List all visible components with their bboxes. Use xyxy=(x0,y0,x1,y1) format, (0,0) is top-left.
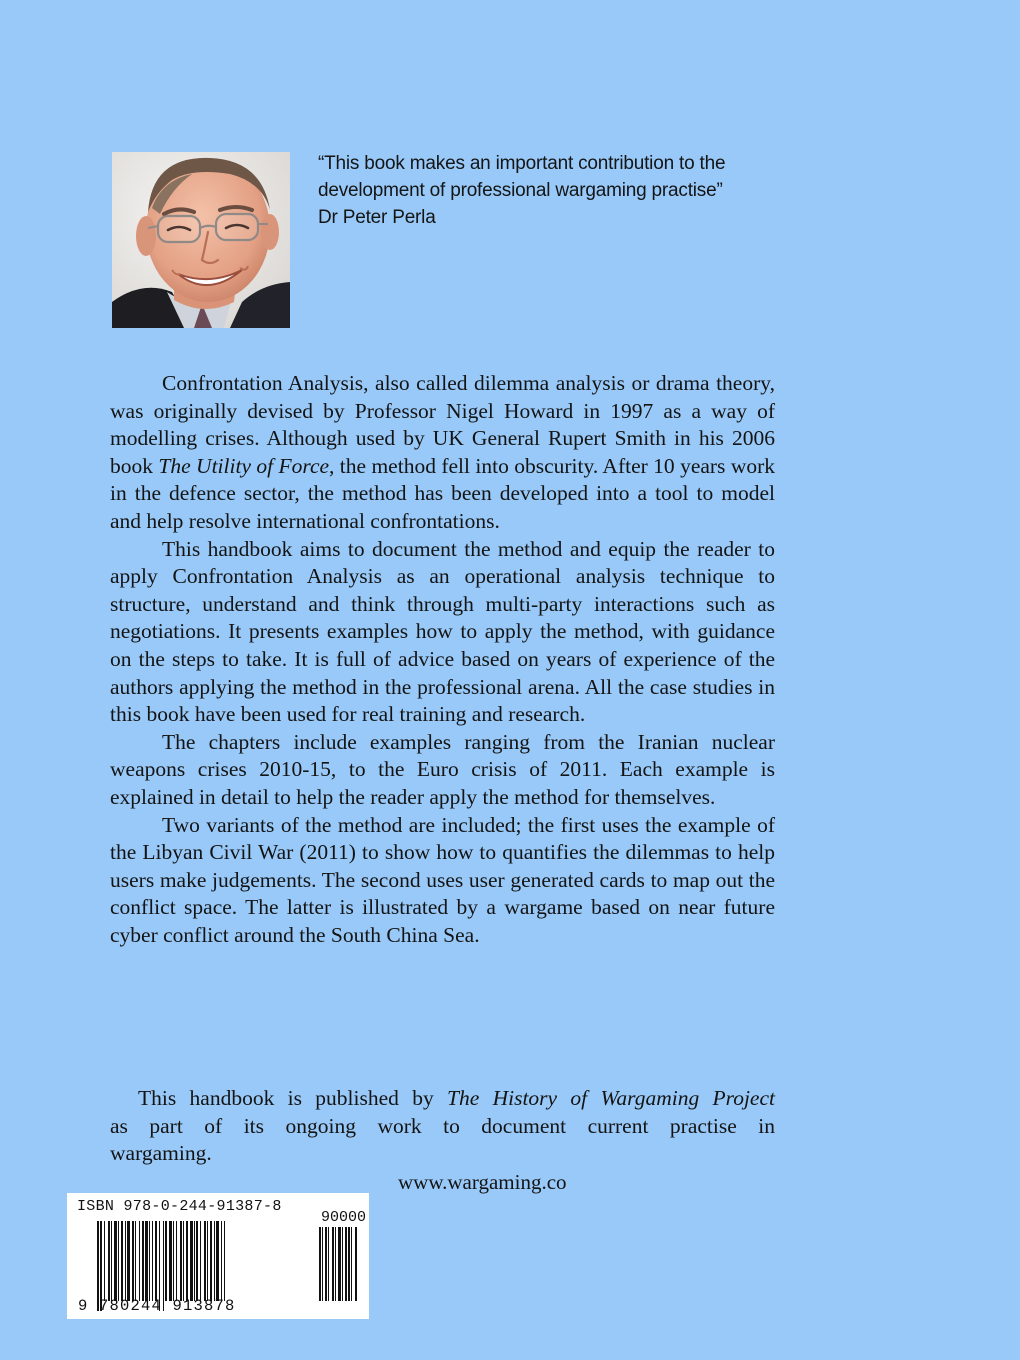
ean-digits: 9 780244 913878 xyxy=(78,1297,236,1315)
paragraph-1-intro: Confrontation Analysis, also called dilemma analysis or drama theory, was originally devised by Professor Nigel Howard in 1997 as a way of modelling crises. Although used by UK General Rupert Smith in his 2006 book xyxy=(110,371,775,478)
barcode-bar xyxy=(118,1221,119,1301)
barcode-bar xyxy=(214,1221,215,1301)
barcode-bar xyxy=(351,1227,352,1301)
barcode-bar xyxy=(142,1221,144,1301)
barcode-bar xyxy=(196,1221,198,1301)
barcode-bar xyxy=(132,1221,134,1301)
blurb-paragraph-1 xyxy=(110,370,775,536)
barcode-bar xyxy=(127,1221,130,1301)
barcode-bar xyxy=(111,1221,112,1301)
barcode-bar xyxy=(176,1221,177,1301)
barcode-bar xyxy=(149,1221,150,1301)
barcode-bar xyxy=(155,1221,157,1301)
barcode-bar xyxy=(348,1227,350,1301)
portrait-illustration xyxy=(112,152,290,328)
barcode-bar xyxy=(204,1221,206,1301)
price-code: 90000 xyxy=(321,1209,367,1226)
barcode-bar xyxy=(183,1221,184,1301)
publisher-line-1 xyxy=(110,1085,775,1113)
quote-line-1: “This book makes an important contribution to the xyxy=(318,153,726,174)
barcode-bar xyxy=(169,1221,172,1301)
barcode-bar xyxy=(355,1227,357,1301)
barcode-bar xyxy=(338,1227,341,1301)
barcode-bars-addon xyxy=(319,1227,363,1311)
publisher-project-name: The History of Wargaming Project xyxy=(447,1086,775,1110)
author-portrait xyxy=(112,152,290,328)
barcode-bar xyxy=(186,1221,188,1301)
blurb-paragraph-4: Two variants of the method are included; the first uses the example of the Libyan Civil War (2011) to show how to quantifies the dilemmas to help users make judgements. The second uses user generated cards to map out the conflict space. The latter is illustrated by a wargame based on near future cyber conflict around the South China Sea. xyxy=(110,812,775,947)
barcode-bar xyxy=(207,1221,208,1301)
barcode-bar xyxy=(216,1221,219,1301)
barcode-bar xyxy=(325,1227,327,1301)
barcode-bar xyxy=(345,1227,347,1301)
barcode-bar xyxy=(135,1221,136,1301)
barcode-bar xyxy=(194,1221,195,1301)
barcode-bar xyxy=(165,1221,167,1301)
publisher-statement xyxy=(110,1085,775,1168)
website-url: www.wargaming.co xyxy=(398,1170,567,1194)
barcode-bar xyxy=(180,1221,182,1301)
barcode-bar xyxy=(319,1227,321,1301)
blurb-body xyxy=(110,370,775,949)
barcode-bar xyxy=(139,1221,140,1301)
blurb-paragraph-2: This handbook aims to document the method and equip the reader to apply Confrontation Analysis as an operational analysis technique to structure, understand and think through multi-party interactions such as negotiations. It presents examples how to apply the method, with guidance on the steps to take. It is full of advice based on years of experience of the authors applying the method in the professional arena. All the case studies in this book have been used for real training and research. xyxy=(110,536,775,727)
barcode-bar xyxy=(190,1221,193,1301)
barcode-bar xyxy=(121,1221,123,1301)
endorsement-quote xyxy=(318,150,788,231)
publisher-line-2: as part of its ongoing work to document current practise in xyxy=(110,1113,775,1138)
barcode-bar xyxy=(328,1227,329,1301)
barcode-bar xyxy=(145,1221,148,1301)
barcode-bar xyxy=(200,1221,201,1301)
barcode-bar xyxy=(108,1221,110,1301)
isbn-number: ISBN 978-0-244-91387-8 xyxy=(77,1198,282,1215)
barcode-bar xyxy=(125,1221,126,1301)
barcode-bar xyxy=(210,1221,212,1301)
barcode-bar xyxy=(342,1227,343,1301)
publisher-line-3: wargaming. xyxy=(110,1141,212,1166)
quote-attribution: Dr Peter Perla xyxy=(318,207,436,228)
barcode-bar xyxy=(173,1221,174,1301)
paragraph-1-rest: , the method fell into obscurity. After 10 years work in the defence sector, the method has been developed into a tool to model and help resolve international confrontations. xyxy=(110,453,776,533)
barcode-bar xyxy=(322,1227,323,1301)
barcode-bar xyxy=(152,1221,153,1301)
isbn-barcode xyxy=(67,1193,369,1319)
quote-line-2: development of professional wargaming practise” xyxy=(318,180,723,201)
barcode-bar xyxy=(114,1221,117,1301)
blurb-paragraph-3: The chapters include examples ranging from the Iranian nuclear weapons crises 2010-15, to the Euro crisis of 2011. Each example is explained in detail to help the reader apply the method for themselves. xyxy=(110,729,775,809)
barcode-bar xyxy=(221,1221,222,1301)
publisher-line-1-text: This handbook is published by xyxy=(138,1086,448,1110)
barcode-bar xyxy=(335,1227,336,1301)
barcode-bar xyxy=(224,1221,225,1301)
barcode-bar xyxy=(104,1221,105,1301)
barcode-bar xyxy=(332,1227,334,1301)
book-title-utility-of-force: The Utility of Force xyxy=(158,453,330,478)
